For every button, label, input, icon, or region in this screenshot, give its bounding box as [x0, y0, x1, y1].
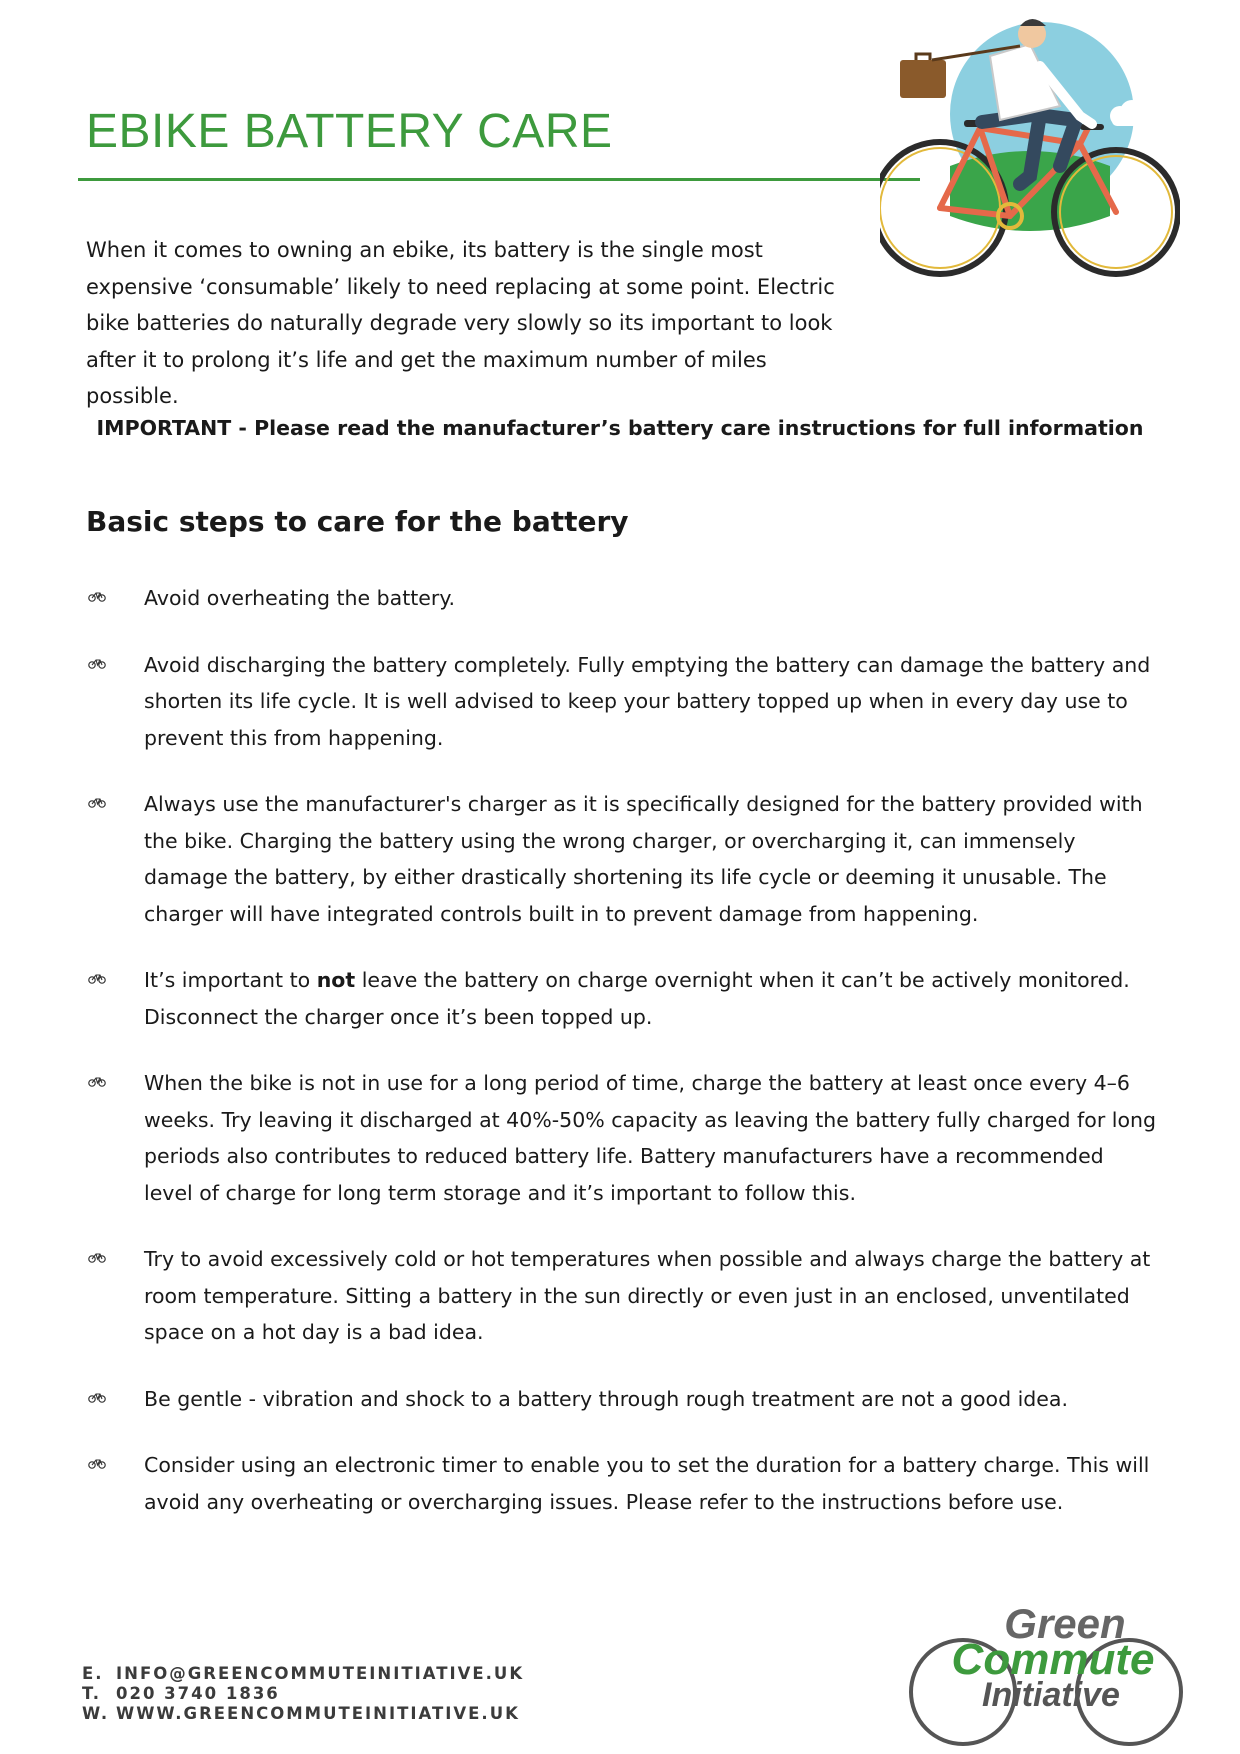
list-item: [86, 1065, 1156, 1211]
step-text: Always use the manufacturer's charger as it is specifically designed for the battery provided with the bike. Charging the battery using the wrong charger, or overcharging it, can immensely damage the battery, by either drastically shortening its life cycle or deeming it unusable. The charger will have integrated controls built in to prevent damage from happening.: [144, 792, 1143, 926]
list-item: [86, 647, 1156, 757]
bicycle-icon: [88, 657, 106, 669]
contact-block: [82, 1664, 524, 1724]
page-title: EBIKE BATTERY CARE: [86, 105, 613, 158]
briefcase: [900, 60, 946, 98]
list-item: [86, 786, 1156, 932]
step-text-pre: It’s important to: [144, 968, 317, 992]
bicycle-icon: [88, 590, 106, 602]
step-text: Be gentle - vibration and shock to a battery through rough treatment are not a good idea.: [144, 1386, 1068, 1411]
bicycle-icon: [88, 1075, 106, 1087]
contact-phone: [82, 1684, 524, 1704]
bicycle-icon: [88, 796, 106, 808]
green-commute-logo: [905, 1588, 1190, 1746]
email-address: INFO@GREENCOMMUTEINITIATIVE.UK: [116, 1664, 525, 1683]
list-item: [86, 1241, 1156, 1351]
logo-line-initiative: Initiative: [982, 1676, 1120, 1714]
phone-label: T.: [82, 1684, 102, 1703]
list-item: [86, 962, 1156, 1035]
step-text: Avoid overheating the battery.: [144, 586, 456, 610]
step-text-post: leave the battery on charge overnight when it can’t be actively monitored. Disconnect the charger once it’s been topped up.: [144, 968, 1130, 1029]
contact-email: [82, 1664, 524, 1684]
email-label: E.: [82, 1664, 104, 1683]
bicycle-icon: [88, 972, 106, 984]
step-text-emphasis: not: [316, 968, 356, 992]
logo-line-green: Green: [1004, 1600, 1126, 1647]
title-divider: [78, 178, 920, 181]
list-item: [86, 1381, 1156, 1418]
intro-paragraph: When it comes to owning an ebike, its battery is the single most expensive ‘consumable’ likely to need replacing at some point. Electric bike batteries do naturally degrade very slowly so its important to look after it to prolong it’s life and get the maximum number of miles possible.: [86, 238, 835, 408]
step-text: Consider using an electronic timer to enable you to set the duration for a battery charge. This will avoid any overheating or overcharging issues. Please refer to the instructions before use.: [144, 1453, 1150, 1514]
bicycle-icon: [88, 1457, 106, 1469]
list-item: [86, 580, 1156, 617]
step-text: [144, 968, 1130, 1029]
steps-list: [86, 580, 1156, 1550]
bicycle-icon: [88, 1251, 106, 1263]
web-address: WWW.GREENCOMMUTEINITIATIVE.UK: [116, 1704, 520, 1723]
steps-heading: Basic steps to care for the battery: [86, 505, 629, 538]
cyclist-illustration: [880, 16, 1180, 278]
contact-web: [82, 1704, 524, 1724]
important-notice: IMPORTANT - Please read the manufacturer’s battery care instructions for full information: [96, 416, 1144, 440]
logo-line-commute: Commute: [951, 1635, 1155, 1684]
step-text: Try to avoid excessively cold or hot temperatures when possible and always charge the battery at room temperature. Sitting a battery in the sun directly or even just in an enclosed, unventilated space on a hot day is a bad idea.: [144, 1247, 1151, 1344]
bicycle-icon: [88, 1391, 106, 1403]
web-label: W.: [82, 1704, 110, 1723]
step-text: Avoid discharging the battery completely. Fully emptying the battery can damage the battery and shorten its life cycle. It is well advised to keep your battery topped up when in every day use to prevent this from happening.: [144, 652, 1151, 750]
list-item: [86, 1447, 1156, 1520]
phone-number: 020 3740 1836: [116, 1684, 280, 1703]
step-text: When the bike is not in use for a long period of time, charge the battery at least once every 4–6 weeks. Try leaving it discharged at 40%-50% capacity as leaving the battery fully charged for long periods also contributes to reduced battery life. Battery manufacturers have a recommended level of charge for long term storage and it’s important to follow this.: [144, 1071, 1157, 1205]
